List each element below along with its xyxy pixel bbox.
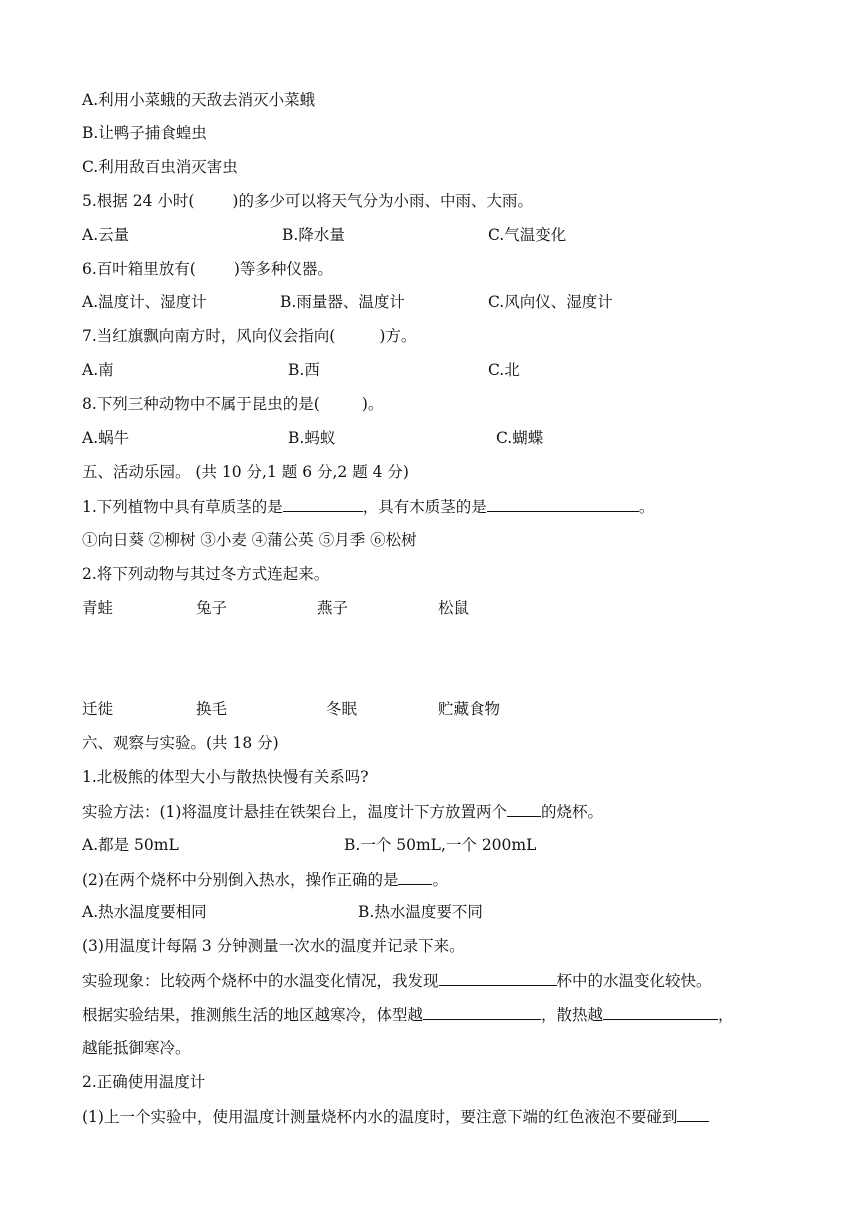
q8-stem [82, 393, 800, 415]
q6-option-a: A.温度计、湿度计 [82, 293, 207, 311]
animal-frog: 青蛙 [82, 599, 114, 617]
method-hibernate: 冬眠 [326, 700, 358, 718]
s6-method-before: 实验方法：(1)将温度计悬挂在铁架台上，温度计下方放置两个 [82, 803, 507, 821]
q7-option-b: B.西 [288, 361, 320, 379]
q7-option-a: A.南 [82, 361, 114, 379]
q7-option-c: C.北 [488, 361, 520, 379]
method-store-food: 贮藏食物 [438, 700, 501, 718]
s6-conclusion-mid: ，散热越 [541, 1006, 604, 1024]
q6-option-b: B.雨量器、温度计 [280, 293, 405, 311]
q4-option-a: A.利用小菜蛾的天敌去消灭小菜蛾 [82, 91, 316, 109]
q8-option-b: B.蚂蚁 [288, 429, 336, 447]
s6-q2-step1-text: (1)上一个实验中，使用温度计测量烧杯内水的温度时，要注意下端的红色液泡不要碰到 [82, 1108, 678, 1126]
s6-step2-blank [398, 868, 432, 885]
s6-conclusion-line2: 越能抵御寒冷。 [82, 1039, 191, 1057]
q5-option-a: A.云量 [82, 226, 130, 244]
s6-phenomenon-before: 实验现象：比较两个烧杯中的水温变化情况，我发现 [82, 972, 439, 990]
s6-conclusion-line [82, 1003, 800, 1026]
s6-conclusion-blank-size [423, 1003, 541, 1020]
animal-rabbit: 兔子 [196, 599, 228, 617]
q6-stem [82, 258, 800, 280]
q8-stem-before: 8.下列三种动物中不属于昆虫的是( [82, 395, 320, 413]
s5-q1-end: 。 [638, 498, 655, 516]
s6-phenomenon-line [82, 969, 800, 992]
q5-option-b: B.降水量 [282, 226, 345, 244]
s6-phenomenon-after: 杯中的水温变化较快。 [556, 972, 712, 990]
s6-method-blank [507, 800, 541, 817]
q4-option-c: C.利用敌百虫消灭害虫 [82, 158, 238, 176]
s6-method-after: 的烧杯。 [540, 803, 603, 821]
q6-option-c: C.风向仪、湿度计 [488, 293, 613, 311]
animal-squirrel: 松鼠 [438, 599, 470, 617]
s5-q1-mid: ，具有木质茎的是 [362, 498, 487, 516]
s5-q1-stem [82, 495, 800, 518]
s6-conclusion-end: ， [718, 1006, 734, 1024]
q7-stem-after: )方。 [379, 327, 417, 345]
s5-q2-stem: 2.将下列动物与其过冬方式连起来。 [82, 565, 330, 583]
q7-stem [82, 325, 800, 347]
s5-q1-blank-woody [487, 495, 639, 512]
q5-stem-after: )的多少可以将天气分为小雨、中雨、大雨。 [232, 192, 533, 210]
s6-method-line [82, 800, 800, 823]
s6-q2-title: 2.正确使用温度计 [82, 1073, 206, 1091]
s5-q1-plants: ①向日葵 ②柳树 ③小麦 ④蒲公英 ⑤月季 ⑥松树 [82, 531, 417, 549]
s6-step2-option-b: B.热水温度要不同 [358, 903, 483, 921]
q8-option-a: A.蜗牛 [82, 429, 130, 447]
s6-conclusion-blank-heat [603, 1003, 718, 1020]
s6-step1-option-b: B.一个 50mL,一个 200mL [344, 836, 537, 854]
s5-q1-blank-herbaceous [283, 495, 363, 512]
animal-swallow: 燕子 [317, 599, 349, 617]
section-6-title: 六、观察与实验。(共 18 分) [82, 734, 279, 752]
method-molt: 换毛 [196, 700, 228, 718]
q5-stem [82, 190, 800, 212]
q5-option-c: C.气温变化 [488, 226, 567, 244]
s6-conclusion-before: 根据实验结果，推测熊生活的地区越寒冷，体型越 [82, 1006, 424, 1024]
q8-option-c: C.蝴蝶 [496, 429, 544, 447]
q6-stem-before: 6.百叶箱里放有( [82, 260, 196, 278]
q5-stem-before: 5.根据 24 小时( [82, 192, 195, 210]
s6-step3: (3)用温度计每隔 3 分钟测量一次水的温度并记录下来。 [82, 937, 465, 955]
s6-step2-option-a: A.热水温度要相同 [82, 903, 207, 921]
q4-option-b: B.让鸭子捕食蝗虫 [82, 124, 207, 142]
s6-q1-title: 1.北极熊的体型大小与散热快慢有关系吗? [82, 768, 369, 786]
q8-stem-after: )。 [361, 395, 384, 413]
s6-step1-option-a: A.都是 50mL [82, 836, 179, 854]
s6-q2-step1-blank [677, 1105, 709, 1122]
q6-stem-after: )等多种仪器。 [233, 260, 333, 278]
s5-q1-before: 1.下列植物中具有草质茎的是 [82, 498, 283, 516]
method-migrate: 迁徙 [82, 700, 114, 718]
s6-step2-line [82, 868, 800, 891]
s6-phenomenon-blank [439, 969, 557, 986]
q7-stem-before: 7.当红旗飘向南方时，风向仪会指向( [82, 327, 336, 345]
section-5-title: 五、活动乐园。 (共 10 分,1 题 6 分,2 题 4 分) [82, 463, 409, 481]
s6-q2-step1 [82, 1105, 820, 1128]
s6-step2-before: (2)在两个烧杯中分别倒入热水，操作正确的是 [82, 871, 399, 889]
s6-step2-after: 。 [432, 871, 448, 889]
